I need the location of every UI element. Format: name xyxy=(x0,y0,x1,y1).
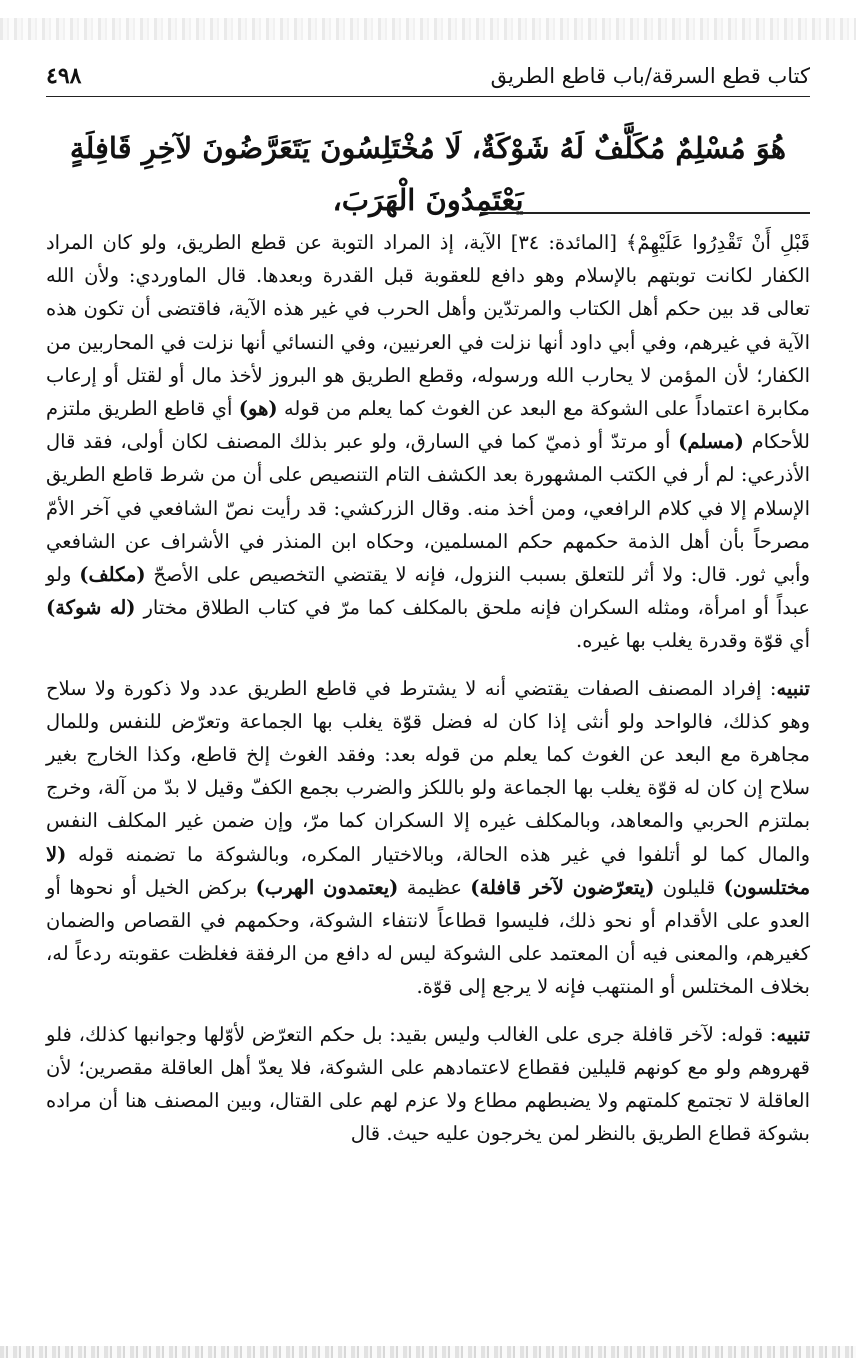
main-text: هُوَ مُسْلِمٌ مُكَلَّفٌ لَهُ شَوْكَةٌ، لَا مُخْتَلِسُونَ يَتَعَرَّضُونَ لآخِرِ قَافِلَةٍ يَعْتَمِدُونَ الْهَرَبَ، xyxy=(69,131,787,217)
keyword-mukallaf: (مكلف) xyxy=(79,563,146,587)
commentary-paragraph-2: تنبيه: إفراد المصنف الصفات يقتضي أنه لا يشترط في قاطع الطريق عدد ولا ذكورة ولا سلاح وهو كذلك، فالواحد ولو أنثى إذا كان له فضل قوّة يغلب بها الجماعة وتعرّض للنفس وللمال مجاهرة مع البعد عن الغوث كما يعلم من قوله بعد: وفقد الغوث إلخ قاطع، وكذا الخارج بغير سلاح إن كان له قوّة يغلب بها الجماعة ولو باللكز والضرب بجمع الكفّ وقيل لا بدّ من آلة، وخرج بملتزم الحربي والمعاهد، وبالمكلف غيره إلا السكران كما مرّ، وإن ضمن غير المكلف النفس والمال كما لو أتلفوا في غير هذه الحالة، وبالاختيار المكره، وبالشوكة ما تضمنه قوله (لا مختلسون) قليلون (يتعرّضون لآخر قافلة) عظيمة (يعتمدون الهرب) بركض الخيل أو نحوها أو العدو على الأقدام أو نحو ذلك، فليسوا قطاعاً لانتفاء الشوكة، وحكمهم في القصاص والضمان كغيرهم، والمعنى فيه أن المعتمد على الشوكة ليس له دافع من الرفقة فغلظت عقوبته ردعاً له، بخلاف المختلس أو المنتهب فإنه لا يرجع إلى قوّة. xyxy=(46,676,811,999)
running-title: كتاب قطع السرقة/باب قاطع الطريق xyxy=(490,64,810,88)
commentary-paragraph-3: تنبيه: قوله: لآخر قافلة جرى على الغالب وليس بقيد: بل حكم التعرّض لأوّلها وجوانبها كذلك، فلو قهروهم ولو مع كونهم قليلين فقطاع لاعتمادهم على الشوكة، فلا يعدّ أهل العاقلة مقصرين؛ لأن العاقلة لا تجتمع كلمتهم ولا يضبطهم مطاع ولا عزم لهم على القتال، وبين المصنف هنا أن مراده بشوكة قطاع الطريق بالنظر لمن يخرجون عليه حيث. قال xyxy=(46,1022,810,1146)
page-header xyxy=(46,58,810,94)
keyword-la-mukhtalisun: (لا مختلسون) xyxy=(46,842,811,899)
commentary xyxy=(46,226,810,1150)
keyword-muslim: (مسلم) xyxy=(678,430,744,454)
scan-noise-top xyxy=(0,18,856,40)
footnote-rule xyxy=(480,212,810,214)
header-rule xyxy=(46,96,810,97)
scan-noise-bottom xyxy=(0,1346,856,1358)
commentary-paragraph-1: قَبْلِ أَنْ تَقْدِرُوا عَلَيْهِمْ﴾ [المائدة: ٣٤] الآية، إذ المراد التوبة عن قطع الطريق، ولو كان المراد الكفار لكانت توبتهم بالإسلام وهو دافع للعقوبة قبل القدرة وبعدها. قال الماوردي: ولأن الله تعالى قد بين حكم أهل الكتاب والمرتدّين وأهل الحرب في غير هذه الآية، فاقتضى أن تكون هذه الآية في غيرهم، وفي أبي داود أنها نزلت في العرنيين، وفي النسائي أنها نزلت في المحاربين من الكفار؛ لأن المؤمن لا يحارب الله ورسوله، وقطع الطريق هو البروز لأخذ مال أو لقتل أو إرعاب مكابرة اعتماداً على الشوكة مع البعد عن الغوث كما يعلم من قوله (هو) أي قاطع الطريق ملتزم للأحكام (مسلم) أو مرتدّ أو ذميّ كما في السارق، ولو عبر بذلك المصنف لكان أولى، فقد قال الأذرعي: لم أر في الكتب المشهورة بعد الكشف التام التنصيص على أن من شرط قاطع الطريق الإسلام إلا في كلام الرافعي، ومن أخذ منه. وقال الزركشي: قد رأيت نصّ الشافعي في آخر الأمّ مصرحاً بأن أهل الذمة حكمهم حكم المسلمين، وحكاه ابن المنذر في الأشراف عن الشافعي وأبي ثور. قال: ولا أثر للتعلق بسبب النزول، فإنه لا يقتضي التخصيص على الأصحّ (مكلف) ولو عبداً أو امرأة، ومثله السكران فإنه ملحق بالمكلف كما مرّ في كتاب الطلاق مختار (له شوكة) أي قوّة وقدرة يغلب بها غيره. xyxy=(46,231,811,653)
keyword-yataarradun: (يتعرّضون لآخر قافلة) xyxy=(470,875,655,899)
keyword-huwa: (هو) xyxy=(238,397,278,421)
page-number: ٤٩٨ xyxy=(46,63,82,89)
tanbih-label: تنبيه xyxy=(776,676,810,700)
keyword-yatamidun-alharab: (يعتمدون الهرب) xyxy=(255,875,399,899)
tanbih-label: تنبيه xyxy=(776,1022,810,1046)
keyword-lahu-shawka: (له شوكة) xyxy=(46,596,136,620)
